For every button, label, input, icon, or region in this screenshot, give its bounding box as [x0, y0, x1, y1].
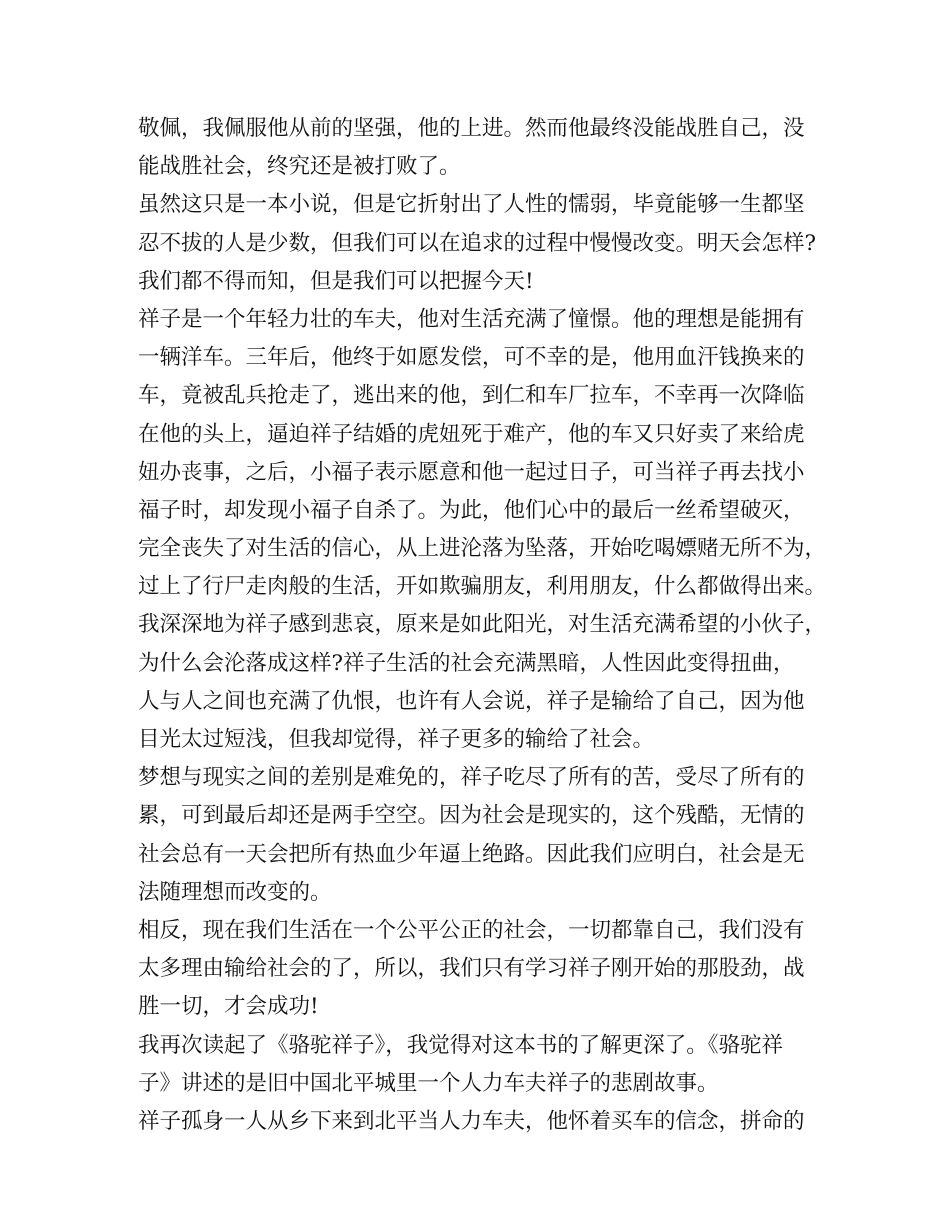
- text-line: 能战胜社会，终究还是被打败了。: [138, 154, 461, 180]
- text-line: 一辆洋车。三年后，他终于如愿发偿，可不幸的是，他用血汗钱换来的: [138, 345, 805, 371]
- text-line: 社会总有一天会把所有热血少年逼上绝路。因此我们应明白，社会是无: [138, 841, 805, 867]
- text-line: 目光太过短浅，但我却觉得，祥子更多的输给了社会。: [138, 727, 655, 752]
- text-line: 祥子孤身一人从乡下来到北平当人力车夫，他怀着买车的信念，拼命的: [138, 1108, 805, 1134]
- text-line: 子》讲述的是旧中国北平城里一个人力车夫祥子的悲剧故事。: [138, 1070, 719, 1096]
- text-line: 梦想与现实之间的差别是难免的，祥子吃尽了所有的苦，受尽了所有的: [138, 765, 805, 791]
- text-line: 车，竟被乱兵抢走了，逃出来的他，到仁和车厂拉车，不幸再一次降临: [138, 383, 805, 409]
- text-line: 法随理想而改变的。: [138, 879, 332, 905]
- text-line: 胜一切，才会成功!: [138, 994, 319, 1020]
- text-line: 虽然这只是一本小说，但是它折射出了人性的懦弱，毕竟能够一生都坚: [138, 192, 805, 218]
- text-line: 累，可到最后却还是两手空空。因为社会是现实的，这个残酷，无情的: [138, 803, 805, 829]
- text-line: 我深深地为祥子感到悲哀，原来是如此阳光，对生活充满希望的小伙子，: [138, 612, 827, 638]
- text-line: 过上了行尸走肉般的生活，开如欺骗朋友，利用朋友，什么都做得出来。: [138, 574, 827, 600]
- document-body: [138, 110, 828, 1141]
- text-line: 妞办丧事，之后，小福子表示愿意和他一起过日子，可当祥子再去找小: [138, 459, 805, 485]
- text-line: 忍不拔的人是少数，但我们可以在追求的过程中慢慢改变。明天会怎样?: [138, 230, 817, 256]
- text-line: 相反，现在我们生活在一个公平公正的社会，一切都靠自己，我们没有: [138, 917, 805, 943]
- text-line: 人与人之间也充满了仇恨，也许有人会说，祥子是输给了自己，因为他: [138, 688, 805, 714]
- text-line: 福子时，却发现小福子自杀了。为此，他们心中的最后一丝希望破灭，: [138, 497, 805, 523]
- text-line: 太多理由输给社会的了，所以，我们只有学习祥子刚开始的那股劲，战: [138, 956, 805, 982]
- text-line: 完全丧失了对生活的信心，从上进沦落为坠落，开始吃喝嫖赌无所不为，: [138, 536, 827, 562]
- text-line: 我们都不得而知，但是我们可以把握今天!: [138, 268, 534, 294]
- text-line: 为什么会沦落成这样?祥子生活的社会充满黑暗，人性因此变得扭曲，: [138, 650, 795, 676]
- text-line: 我再次读起了《骆驼祥子》，我觉得对这本书的了解更深了。《骆驼祥: [138, 1032, 784, 1058]
- text-line: 祥子是一个年轻力壮的车夫，他对生活充满了憧憬。他的理想是能拥有: [138, 306, 805, 332]
- text-line: 敬佩，我佩服他从前的坚强，他的上进。然而他最终没能战胜自己，没: [138, 116, 805, 141]
- text-line: 在他的头上，逼迫祥子结婚的虎妞死于难产，他的车又只好卖了来给虎: [138, 421, 805, 447]
